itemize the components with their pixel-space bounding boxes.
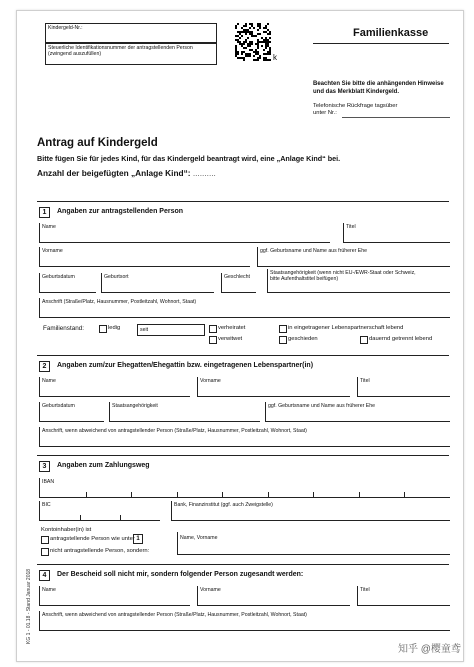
seit-field[interactable] [137, 324, 205, 336]
form-version-note: KG 1 - 01.18 - Stand Januar 2018 [26, 568, 32, 644]
bank-label: Bank, Finanzinstitut (ggf. auch Zweigstelle) [174, 502, 273, 508]
qr-cell [251, 33, 253, 35]
section-1-number: 1 [39, 207, 50, 218]
qr-cell [265, 47, 267, 49]
qr-cell [269, 53, 271, 55]
verheiratet-label: verheiratet [218, 325, 246, 331]
qr-cell [269, 49, 271, 51]
qr-cell [249, 41, 251, 43]
qr-cell [253, 27, 255, 29]
qr-cell [245, 29, 247, 31]
qr-cell [269, 41, 271, 43]
qr-cell [265, 59, 267, 61]
s4-name-field[interactable] [39, 586, 190, 606]
page-title: Antrag auf Kindergeld [37, 137, 158, 149]
s4-vorname-field[interactable] [197, 586, 350, 606]
geschieden-label: geschieden [288, 336, 318, 342]
qr-cell [263, 27, 265, 29]
qr-cell [241, 57, 243, 59]
s1-geschlecht-field[interactable] [221, 273, 256, 293]
lebenspartnerschaft-label: in eingetragener Lebenspartnerschaft lebend [288, 325, 404, 331]
qr-cell [265, 31, 267, 33]
qr-cell [239, 33, 241, 35]
section-1-divider [37, 201, 449, 202]
qr-cell [245, 25, 247, 27]
qr-cell [249, 23, 251, 25]
qr-cell [257, 33, 259, 35]
qr-cell [235, 27, 237, 29]
qr-cell [237, 57, 239, 59]
kontoinhaber-label: Kontoinhaber(in) ist [41, 527, 92, 533]
qr-cell [263, 31, 265, 33]
phone-label: Telefonische Rückfrage tagsüber [313, 103, 398, 109]
count-label [37, 168, 216, 178]
s1-staatsang-sublabel: bitte Aufenthaltstitel beifügen) [270, 276, 339, 282]
s1-geburtsname-label: ggf. Geburtsname und Name aus früherer Ehe [260, 248, 367, 254]
qr-cell [265, 57, 267, 59]
kontoinhaber-name-field[interactable] [177, 532, 450, 555]
s4-anschrift-field[interactable] [39, 611, 450, 631]
bic-field[interactable] [39, 501, 160, 521]
qr-cell [263, 57, 265, 59]
qr-cell [251, 49, 253, 51]
qr-cell [255, 51, 257, 53]
section-2-title: Angaben zum/zur Ehegatten/Ehegattin bzw. eingetragenen Lebenspartner(in) [57, 362, 314, 369]
qr-cell [247, 45, 249, 47]
segment-tick [131, 492, 132, 497]
qr-cell [259, 23, 261, 25]
segment-tick [359, 492, 360, 497]
qr-cell [241, 27, 243, 29]
s2-staatsang-field[interactable] [109, 402, 260, 422]
qr-cell [241, 31, 243, 33]
qr-cell [241, 51, 243, 53]
qr-cell [265, 43, 267, 45]
qr-cell [247, 31, 249, 33]
s1-vorname-field[interactable] [39, 247, 250, 267]
qr-cell [241, 53, 243, 55]
qr-cell [249, 27, 251, 29]
s1-titel-field[interactable] [343, 223, 450, 243]
qr-cell [263, 59, 265, 61]
steuer-id-label: Steuerliche Identifikationsnummer der antragstellenden Person [48, 45, 193, 51]
qr-cell [259, 27, 261, 29]
ledig-checkbox[interactable] [99, 325, 107, 333]
qr-suffix: k [273, 53, 277, 62]
qr-cell [269, 33, 271, 35]
qr-cell [265, 27, 267, 29]
section-2-number: 2 [39, 361, 50, 372]
iban-segments [40, 489, 450, 497]
getrennt-checkbox[interactable] [360, 336, 368, 344]
iban-label: IBAN [42, 479, 55, 485]
qr-cell [253, 59, 255, 61]
qr-cell [251, 41, 253, 43]
qr-cell [263, 53, 265, 55]
qr-cell [257, 29, 259, 31]
segment-tick [313, 492, 314, 497]
qr-cell [267, 51, 269, 53]
bic-label: BIC [42, 502, 51, 508]
bic-segments [40, 512, 160, 520]
s4-anschrift-label: Anschrift, wenn abweichend von antragstellender Person (Straße/Platz, Hausnummer, Postleitzahl, Wohnort, Staat) [42, 612, 307, 618]
kontoinhaber-option1-label: antragstellende Person wie unter [50, 536, 135, 542]
agency-title: Familienkasse [353, 27, 429, 39]
qr-cell [257, 45, 259, 47]
s1-vorname-label: Vorname [42, 248, 63, 254]
hint-text: Beachten Sie bitte die anhängenden Hinweise und das Merkblatt Kindergeld. [313, 81, 444, 95]
segment-tick [120, 515, 121, 520]
s1-geburtsort-field[interactable] [101, 273, 214, 293]
agency-underline [313, 43, 449, 44]
qr-cell [265, 45, 267, 47]
qr-cell [235, 45, 237, 47]
section-3-number: 3 [39, 461, 50, 472]
section-4-number: 4 [39, 570, 50, 581]
qr-cell [247, 37, 249, 39]
qr-cell [243, 43, 245, 45]
qr-cell [251, 43, 253, 45]
qr-cell [243, 57, 245, 59]
qr-cell [243, 31, 245, 33]
qr-cell [235, 55, 237, 57]
qr-cell [269, 59, 271, 61]
qr-cell [235, 39, 237, 41]
section-3-divider [37, 455, 449, 456]
qr-cell [257, 51, 259, 53]
segment-tick [80, 515, 81, 520]
segment-tick [177, 492, 178, 497]
qr-cell [235, 35, 237, 37]
s1-titel-label: Titel [346, 224, 356, 230]
qr-cell [259, 33, 261, 35]
qr-cell [261, 41, 263, 43]
qr-cell [257, 53, 259, 55]
s1-staatsang-field[interactable] [267, 269, 450, 293]
kontoinhaber-option2-checkbox[interactable] [41, 548, 49, 556]
s2-vorname-field[interactable] [197, 377, 350, 397]
verheiratet-checkbox[interactable] [209, 325, 217, 333]
qr-cell [255, 59, 257, 61]
s2-name-field[interactable] [39, 377, 190, 397]
qr-cell [257, 47, 259, 49]
getrennt-label: dauernd getrennt lebend [369, 336, 433, 342]
s4-titel-label: Titel [360, 587, 370, 593]
bank-field[interactable] [171, 501, 450, 521]
steuer-id-sublabel: (zwingend auszufüllen) [48, 51, 102, 57]
s1-anschrift-field[interactable] [39, 298, 450, 318]
s2-anschrift-field[interactable] [39, 427, 450, 447]
qr-cell [255, 53, 257, 55]
qr-cell [251, 25, 253, 27]
qr-cell [251, 23, 253, 25]
kontoinhaber-option1-ref: 1 [133, 534, 143, 544]
qr-cell [243, 51, 245, 53]
qr-cell [235, 53, 237, 55]
qr-cell [249, 49, 251, 51]
qr-cell [259, 41, 261, 43]
steuer-id-field[interactable] [45, 43, 217, 65]
qr-cell [269, 37, 271, 39]
seit-label: seit [140, 327, 149, 333]
qr-cell [237, 53, 239, 55]
section-1-title: Angaben zur antragstellenden Person [57, 208, 184, 215]
qr-cell [249, 55, 251, 57]
qr-cell [245, 55, 247, 57]
qr-cell [237, 23, 239, 25]
qr-cell [263, 41, 265, 43]
qr-cell [249, 31, 251, 33]
iban-field[interactable] [39, 478, 450, 498]
qr-cell [237, 35, 239, 37]
qr-cell [269, 51, 271, 53]
qr-cell [261, 45, 263, 47]
s2-geburtsname-label: ggf. Geburtsname und Name aus früherer Ehe [268, 403, 375, 409]
qr-cell [241, 35, 243, 37]
qr-cell [267, 39, 269, 41]
qr-cell [241, 43, 243, 45]
segment-tick [404, 492, 405, 497]
qr-cell [237, 51, 239, 53]
ledig-label: ledig [108, 325, 121, 331]
qr-cell [267, 29, 269, 31]
qr-cell [243, 29, 245, 31]
s2-geburtsdatum-field[interactable] [39, 402, 104, 422]
qr-cell [267, 59, 269, 61]
qr-cell [237, 31, 239, 33]
s1-geschlecht-label: Geschlecht [224, 274, 250, 280]
qr-cell [239, 31, 241, 33]
segment-tick [222, 492, 223, 497]
s1-staatsang-label: Staatsangehörigkeit (wenn nicht EU-/EWR-Staat oder Schweiz, [270, 270, 416, 276]
lebenspartnerschaft-checkbox[interactable] [279, 325, 287, 333]
qr-cell [249, 43, 251, 45]
qr-cell [249, 33, 251, 35]
qr-cell [267, 53, 269, 55]
count-input[interactable]: .......... [192, 168, 216, 178]
qr-cell [245, 39, 247, 41]
qr-cell [243, 47, 245, 49]
qr-cell [245, 53, 247, 55]
qr-cell [257, 59, 259, 61]
qr-cell [245, 23, 247, 25]
qr-cell [257, 57, 259, 59]
qr-cell [245, 31, 247, 33]
kindergeld-nr-label: Kindergeld-Nr.: [48, 25, 83, 31]
s1-geburtsdatum-field[interactable] [39, 273, 96, 293]
s1-anschrift-label: Anschrift (Straße/Platz, Hausnummer, Postleitzahl, Wohnort, Staat) [42, 299, 197, 305]
qr-cell [257, 23, 259, 25]
qr-cell [253, 51, 255, 53]
qr-cell [245, 33, 247, 35]
s1-name-field[interactable] [39, 223, 330, 243]
s2-staatsang-label: Staatsangehörigkeit [112, 403, 158, 409]
segment-tick [268, 492, 269, 497]
qr-cell [263, 49, 265, 51]
qr-cell [237, 41, 239, 43]
qr-cell [265, 37, 267, 39]
qr-cell [261, 37, 263, 39]
qr-cell [235, 47, 237, 49]
s1-geburtsdatum-label: Geburtsdatum [42, 274, 75, 280]
qr-cell [257, 43, 259, 45]
form-page [16, 10, 464, 662]
s2-titel-field[interactable] [357, 377, 450, 397]
qr-cell [257, 25, 259, 27]
s4-titel-field[interactable] [357, 586, 450, 606]
qr-cell [247, 29, 249, 31]
qr-cell [265, 53, 267, 55]
s2-geburtsdatum-label: Geburtsdatum [42, 403, 75, 409]
kindergeld-nr-field[interactable] [45, 23, 217, 43]
qr-cell [267, 45, 269, 47]
qr-cell [257, 39, 259, 41]
section-4-title: Der Bescheid soll nicht mir, sondern folgender Person zugesandt werden: [57, 571, 304, 578]
qr-cell [247, 55, 249, 57]
phone-input-line[interactable] [342, 117, 450, 118]
verwitwet-label: verwitwet [218, 336, 243, 342]
qr-code-icon [235, 23, 271, 61]
qr-cell [267, 33, 269, 35]
qr-cell [245, 41, 247, 43]
s1-name-label: Name [42, 224, 56, 230]
qr-cell [263, 39, 265, 41]
qr-cell [269, 31, 271, 33]
qr-cell [249, 45, 251, 47]
count-label-text: Anzahl der beigefügten „Anlage Kind“: [37, 168, 191, 178]
phone-label-2: unter Nr.: [313, 110, 337, 116]
s1-geburtsort-label: Geburtsort [104, 274, 129, 280]
qr-cell [267, 23, 269, 25]
s4-vorname-label: Vorname [200, 587, 221, 593]
s2-anschrift-label: Anschrift, wenn abweichend von antragstellender Person (Straße/Platz, Hausnummer, Postleitzahl, Wohnort, Staat) [42, 428, 307, 434]
qr-cell [265, 25, 267, 27]
s2-vorname-label: Vorname [200, 378, 221, 384]
qr-cell [247, 53, 249, 55]
qr-cell [235, 49, 237, 51]
geschieden-checkbox[interactable] [279, 336, 287, 344]
qr-cell [239, 37, 241, 39]
qr-cell [267, 41, 269, 43]
watermark: 知乎 @樱童鸢 [398, 644, 461, 655]
qr-cell [247, 43, 249, 45]
qr-cell [245, 47, 247, 49]
qr-cell [241, 45, 243, 47]
qr-cell [265, 41, 267, 43]
s4-name-label: Name [42, 587, 56, 593]
qr-cell [253, 35, 255, 37]
qr-cell [255, 43, 257, 45]
kontoinhaber-name-label: Name, Vorname [180, 535, 218, 541]
section-4-divider [37, 564, 449, 565]
qr-cell [243, 25, 245, 27]
qr-cell [243, 41, 245, 43]
qr-cell [259, 57, 261, 59]
qr-cell [259, 25, 261, 27]
kontoinhaber-option1-checkbox[interactable] [41, 536, 49, 544]
qr-cell [243, 59, 245, 61]
qr-cell [249, 53, 251, 55]
qr-cell [257, 41, 259, 43]
s2-titel-label: Titel [360, 378, 370, 384]
intro-text: Bitte fügen Sie für jedes Kind, für das Kindergeld beantragt wird, eine „Anlage Kind“ bei. [37, 154, 341, 163]
s2-name-label: Name [42, 378, 56, 384]
qr-cell [255, 35, 257, 37]
s1-geburtsname-field[interactable] [257, 247, 450, 267]
qr-cell [239, 41, 241, 43]
qr-cell [251, 31, 253, 33]
qr-cell [239, 43, 241, 45]
qr-cell [265, 39, 267, 41]
s2-geburtsname-field[interactable] [265, 402, 450, 422]
qr-cell [239, 57, 241, 59]
familienstand-label: Familienstand: [43, 325, 84, 332]
section-2-divider [37, 355, 449, 356]
section-3-title: Angaben zum Zahlungsweg [57, 462, 150, 469]
qr-cell [235, 25, 237, 27]
qr-cell [235, 51, 237, 53]
qr-cell [237, 39, 239, 41]
qr-cell [251, 35, 253, 37]
qr-cell [253, 55, 255, 57]
qr-cell [267, 43, 269, 45]
segment-tick [86, 492, 87, 497]
kontoinhaber-option2-label: nicht antragstellende Person, sondern: [50, 548, 150, 554]
qr-cell [259, 55, 261, 57]
verwitwet-checkbox[interactable] [209, 336, 217, 344]
qr-cell [269, 47, 271, 49]
qr-cell [255, 49, 257, 51]
